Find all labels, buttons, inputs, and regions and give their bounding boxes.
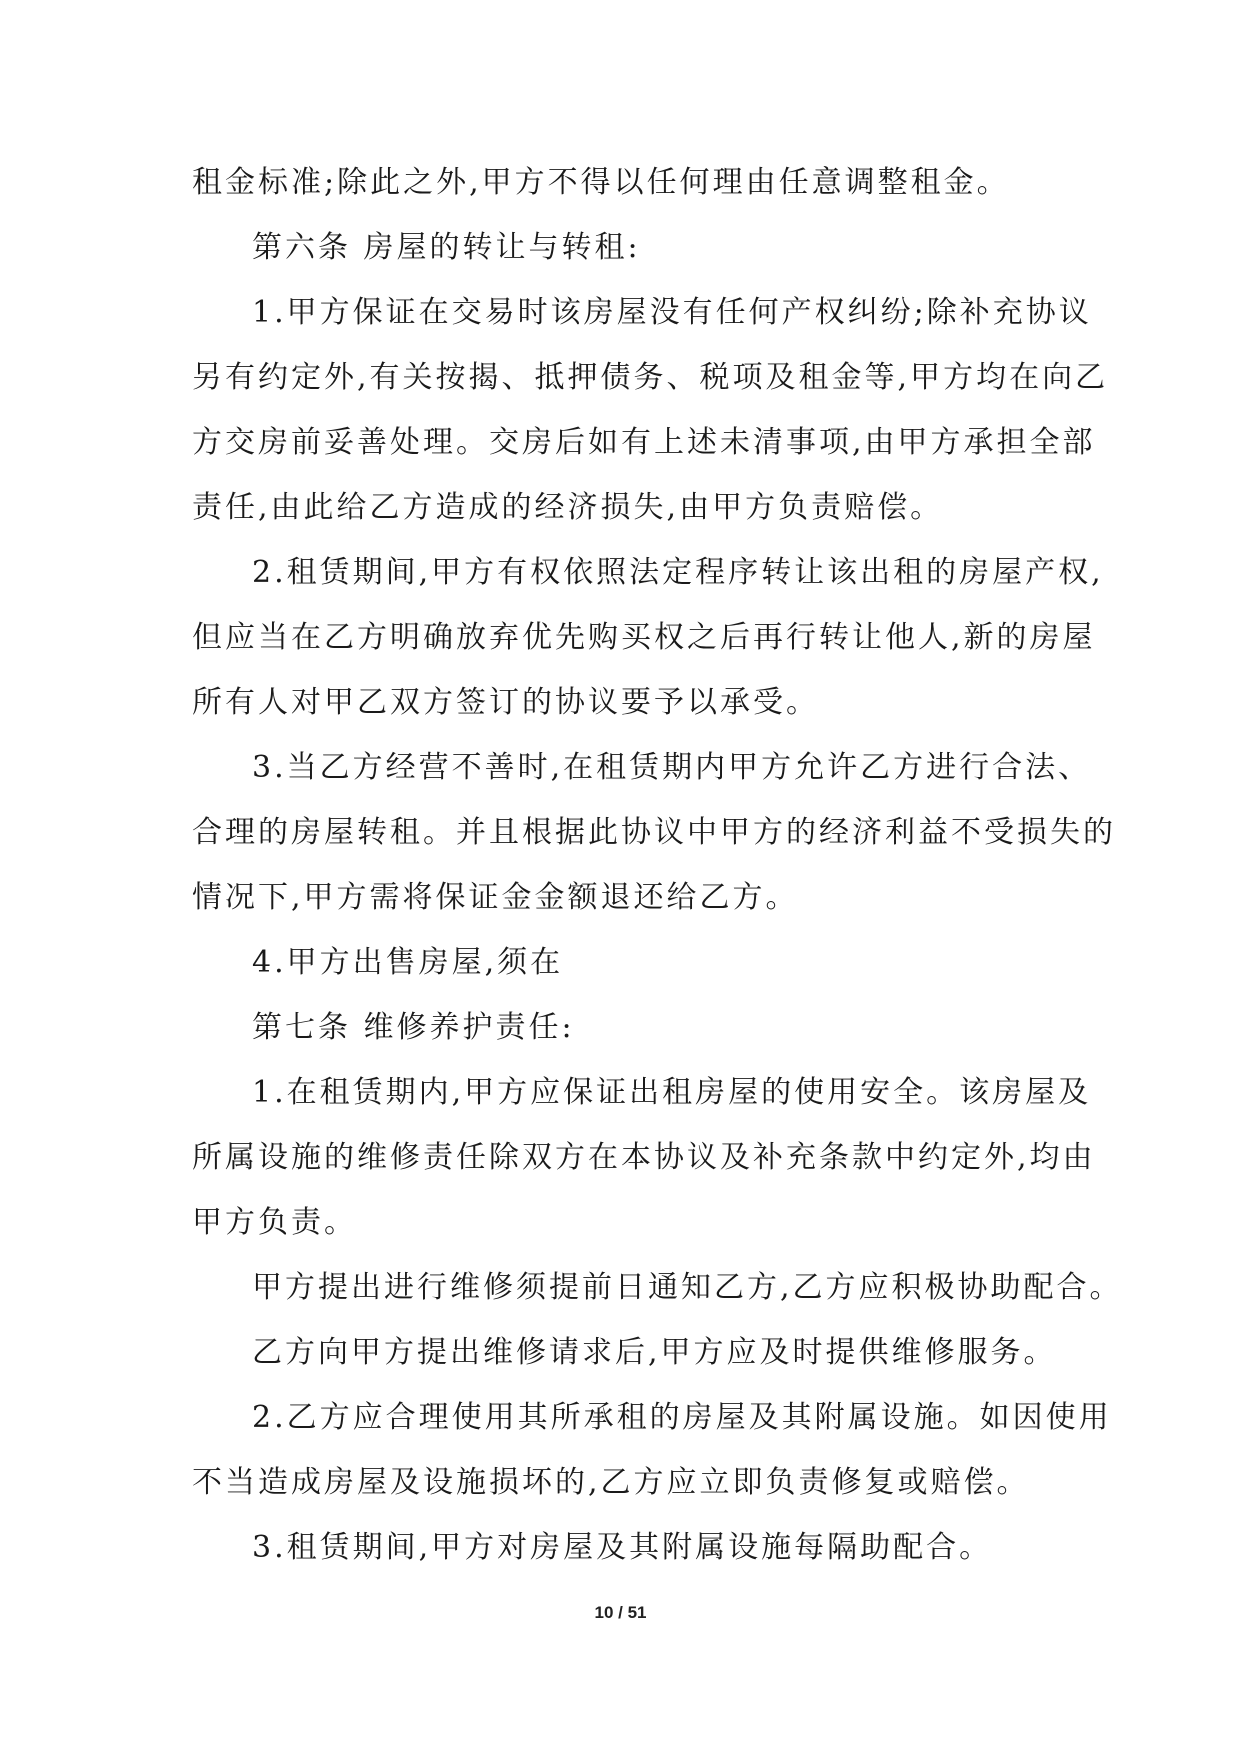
text-line: 情况下,甲方需将保证金金额退还给乙方。	[192, 880, 799, 915]
text-line: 甲方负责。	[192, 1205, 357, 1240]
text-line: 责任,由此给乙方造成的经济损失,由甲方负责赔偿。	[192, 490, 944, 525]
text-line: 2.租赁期间,甲方有权依照法定程序转让该出租的房屋产权,	[252, 555, 1104, 590]
text-line: 所有人对甲乙双方签订的协议要予以承受。	[192, 685, 819, 720]
text-line: 3.当乙方经营不善时,在租赁期内甲方允许乙方进行合法、	[252, 750, 1092, 785]
text-line: 第六条 房屋的转让与转租:	[252, 230, 641, 265]
text-line: 合理的房屋转租。并且根据此协议中甲方的经济利益不受损失的	[192, 815, 1116, 850]
text-line: 甲方提出进行维修须提前日通知乙方,乙方应积极协助配合。	[252, 1270, 1123, 1305]
text-line: 4.甲方出售房屋,须在	[252, 945, 564, 980]
text-line: 不当造成房屋及设施损坏的,乙方应立即负责修复或赔偿。	[192, 1465, 1030, 1500]
page-number: 10 / 51	[594, 1603, 647, 1622]
text-line: 3.租赁期间,甲方对房屋及其附属设施每隔助配合。	[252, 1530, 993, 1565]
text-line: 方交房前妥善处理。交房后如有上述未清事项,由甲方承担全部	[192, 425, 1096, 460]
text-line: 但应当在乙方明确放弃优先购买权之后再行转让他人,新的房屋	[192, 620, 1096, 655]
text-line: 所属设施的维修责任除双方在本协议及补充条款中约定外,均由	[192, 1140, 1096, 1175]
text-line: 乙方向甲方提出维修请求后,甲方应及时提供维修服务。	[252, 1335, 1057, 1370]
document-body	[192, 150, 1123, 1580]
text-line: 1.甲方保证在交易时该房屋没有任何产权纠纷;除补充协议	[252, 295, 1092, 330]
text-line: 2.乙方应合理使用其所承租的房屋及其附属设施。如因使用	[252, 1400, 1112, 1435]
text-line: 租金标准;除此之外,甲方不得以任何理由任意调整租金。	[192, 165, 1010, 200]
text-line: 第七条 维修养护责任:	[252, 1010, 575, 1045]
text-line: 另有约定外,有关按揭、抵押债务、税项及租金等,甲方均在向乙	[192, 360, 1109, 395]
text-line: 1.在租赁期内,甲方应保证出租房屋的使用安全。该房屋及	[252, 1075, 1092, 1110]
